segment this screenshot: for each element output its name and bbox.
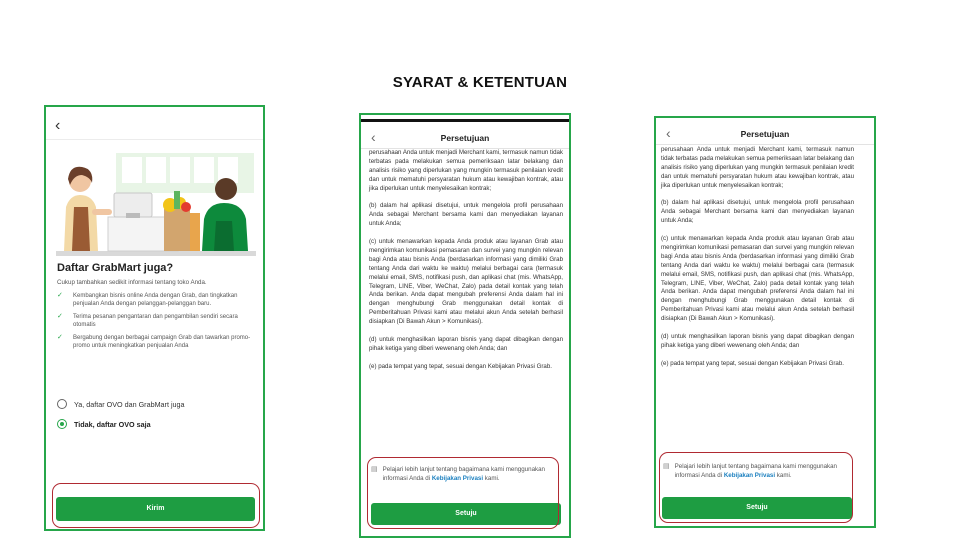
screen-header xyxy=(361,127,569,149)
agreement-paragraph: (c) untuk menawarkan kepada Anda produk atau layanan Grab atau mengirimkan komunikasi pemasaran dan survei yang mungkin relevan bagi Anda atau bisnis Anda (berdasarkan informasi yang dimiliki Grab tentang Anda dari waktu ke waktu) melalui berbagai cara (termasuk melalui email, SMS, notifikasi push, dan aplikasi chat (mis. WhatsApp, Telegram, LINE, Viber, WeChat, Zalo) pada detail kontak yang telah Anda berikan. Anda dapat mengubah preferensi Anda dalam hal ini dengan menghubungi Grab menggunakan detail kontak di Pemberitahuan Privasi kami atau melalui akun Anda setelah berhasil disiapkan (Di Bawah Akun > Komunikasi). xyxy=(369,238,563,326)
grabmart-signup-screen xyxy=(44,105,265,531)
back-arrow-icon[interactable]: ‹ xyxy=(371,129,376,145)
page-title: Daftar GrabMart juga? xyxy=(57,262,174,274)
document-icon: ▤ xyxy=(371,466,378,473)
agreement-paragraph: (e) pada tempat yang tepat, sesuai dengan Kebijakan Privasi Grab. xyxy=(369,362,552,370)
screen-title: Persetujuan xyxy=(440,132,490,143)
shop-illustration xyxy=(56,147,256,259)
highlight-annotation xyxy=(659,452,853,523)
highlight-annotation xyxy=(367,457,559,529)
option-yes-grabmart[interactable]: Ya, daftar OVO dan GrabMart juga xyxy=(57,399,185,409)
screen-title: Persetujuan xyxy=(740,128,790,139)
check-icon: ✓ xyxy=(57,292,63,299)
screen-header xyxy=(656,123,874,145)
slide-title: SYARAT & KETENTUAN xyxy=(392,74,568,91)
radio-button-selected[interactable] xyxy=(57,419,67,429)
privacy-policy-link[interactable]: Kebijakan Privasi xyxy=(431,475,484,482)
check-icon: ✓ xyxy=(57,334,63,341)
agree-button[interactable]: Setuju xyxy=(371,503,561,525)
highlight-annotation xyxy=(52,483,260,528)
header-divider xyxy=(46,139,263,140)
benefit-item: ✓ Kembangkan bisnis online Anda dengan Grab, dan tingkatkan penjualan Anda dengan pelanggan-pelanggan baru. xyxy=(57,292,238,307)
agreement-text xyxy=(661,146,854,377)
agreement-paragraph: (e) pada tempat yang tepat, sesuai dengan Kebijakan Privasi Grab. xyxy=(661,359,844,367)
back-arrow-icon[interactable]: ‹ xyxy=(666,125,671,141)
benefit-list xyxy=(57,292,257,355)
agreement-paragraph: (c) untuk menawarkan kepada Anda produk atau layanan Grab atau mengirimkan komunikasi pemasaran dan survei yang mungkin relevan bagi Anda atau bisnis Anda (berdasarkan informasi yang dimiliki Grab tentang Anda dari waktu ke waktu) melalui berbagai cara (termasuk melalui email, SMS, notifikasi push, dan aplikasi chat (mis. WhatsApp, Telegram, LINE, Viber, WeChat, Zalo) pada detail kontak yang telah Anda berikan. Anda dapat mengubah preferensi Anda dalam hal ini dengan menghubungi Grab menggunakan detail kontak di Pemberitahuan Privasi kami atau melalui akun Anda setelah berhasil disiapkan (Di Bawah Akun > Komunikasi). xyxy=(661,235,854,323)
agreement-paragraph: (d) untuk menghasilkan laporan bisnis yang dapat dibagikan dengan pihak ketiga yang diberi wewenang oleh Anda; dan xyxy=(369,335,563,352)
check-icon: ✓ xyxy=(57,313,63,320)
agreement-text xyxy=(369,149,563,380)
page-subtitle: Cukup tambahkan sedikit informasi tentang toko Anda. xyxy=(57,279,207,286)
privacy-policy-link[interactable]: Kebijakan Privasi xyxy=(723,472,776,479)
agreement-paragraph: perusahaan Anda untuk menjadi Merchant kami, termasuk namun tidak terbatas pada melakukan semua pemeriksaan latar belakang dan analisis risiko yang diperlukan yang mungkin termasuk penilaian kredit dan untuk mematuhi persyaratan hukum atau kewajiban kontrak, atau jika diperlukan untuk menyelesaikan kontrak; xyxy=(369,149,563,192)
back-arrow-icon[interactable]: ‹ xyxy=(55,117,61,134)
privacy-notice: ▤ Pelajari lebih lanjut tentang bagaimana kami menggunakan informasi Anda di Kebijakan Privasi kami. xyxy=(663,463,837,479)
status-bar xyxy=(361,119,569,122)
benefit-item: ✓ Terima pesanan pengantaran dan pengambilan sendiri secara otomatis xyxy=(57,313,238,328)
agreement-paragraph: (b) dalam hal aplikasi disetujui, untuk mengelola profil perusahaan Anda sebagai Merchant bersama kami dan menyediakan layanan untuk Anda; xyxy=(369,202,563,228)
document-icon: ▤ xyxy=(663,463,670,470)
radio-button[interactable] xyxy=(57,399,67,409)
privacy-notice: ▤ Pelajari lebih lanjut tentang bagaimana kami menggunakan informasi Anda di Kebijakan Privasi kami. xyxy=(371,466,545,482)
submit-button[interactable]: Kirim xyxy=(56,497,255,521)
agree-button[interactable]: Setuju xyxy=(662,497,852,519)
benefit-item: ✓ Bergabung dengan berbagai campaign Grab dan tawarkan promo-promo untuk meningkatkan penjualan Anda xyxy=(57,334,251,349)
option-no-grabmart[interactable]: Tidak, daftar OVO saja xyxy=(57,419,151,429)
agreement-paragraph: (d) untuk menghasilkan laporan bisnis yang dapat dibagikan dengan pihak ketiga yang diberi wewenang oleh Anda; dan xyxy=(661,332,854,349)
agreement-paragraph: (b) dalam hal aplikasi disetujui, untuk mengelola profil perusahaan Anda sebagai Merchant bersama kami dan menyediakan layanan untuk Anda; xyxy=(661,199,854,225)
agreement-screen-1 xyxy=(359,113,571,538)
agreement-paragraph: perusahaan Anda untuk menjadi Merchant kami, termasuk namun tidak terbatas pada melakukan semua pemeriksaan latar belakang dan analisis risiko yang diperlukan yang mungkin termasuk penilaian kredit dan untuk mematuhi persyaratan hukum atau kewajiban kontrak, atau jika diperlukan untuk menyelesaikan kontrak; xyxy=(661,146,854,189)
agreement-screen-2 xyxy=(654,116,876,528)
